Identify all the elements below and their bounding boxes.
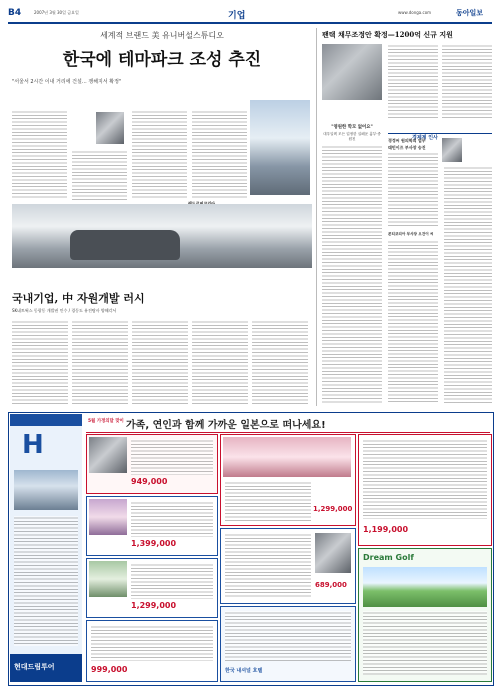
- people-head-2: 태민이즈 부사장 승진: [388, 145, 426, 150]
- people-section-2: 콘티코리아 부사장 오건이 씨: [388, 232, 434, 236]
- china-body-4: [192, 320, 248, 404]
- section-title: 기업: [228, 11, 246, 21]
- daewoo-article: [322, 124, 382, 142]
- people-head-1: 경정씨 원의학의 업무: [388, 138, 426, 143]
- ad-price-3: 1,299,000: [131, 601, 177, 610]
- ad-box-2-photo: [89, 499, 127, 535]
- pantech-body-2: [442, 44, 492, 118]
- people-body-1: [388, 152, 438, 228]
- golf-photo: [363, 567, 487, 607]
- ad-box-2[interactable]: [86, 496, 218, 556]
- main-subhead: "서울서 2시간 이내 거리에 건설… 쟁해지서 확정": [12, 79, 122, 85]
- header-rule: [8, 22, 492, 24]
- ad-box-5-text: [225, 481, 311, 521]
- china-sub: SK네트웍스 동광동 개발권 인수 / 경동도 유전탐사 양해각서: [12, 308, 117, 313]
- ad-price-6: 689,000: [315, 581, 347, 589]
- pantech-photo: [322, 44, 382, 100]
- main-kicker: 세계적 브랜드 美 유니버설스튜디오: [100, 31, 224, 40]
- ad-box-2-text: [131, 501, 213, 537]
- daewoo-body: [322, 145, 382, 403]
- main-body-col-1: [12, 110, 67, 200]
- portrait-photo: [96, 112, 124, 144]
- ad-left-topbar: [10, 414, 82, 426]
- daewoo-subhead: "영원한 학모 없어요": [331, 125, 373, 130]
- golf-brand: Dream Golf: [363, 553, 414, 562]
- page-header: [8, 8, 492, 22]
- people-list: [444, 166, 492, 403]
- date-line: 2007년 3월 30일 금요일: [34, 10, 79, 15]
- ad-box-3-text: [131, 563, 213, 599]
- ad-left-brand: 현대드림투어: [14, 663, 55, 671]
- ad-price-4: 999,000: [91, 665, 128, 674]
- column-divider: [316, 28, 317, 406]
- ad-hotel-name: 한국 내셔널 호텔: [225, 668, 263, 674]
- ad-box-3-photo: [89, 561, 127, 597]
- ad-box-4[interactable]: [86, 620, 218, 682]
- ad-box-6[interactable]: [220, 528, 356, 604]
- ad-left-hotel-photo: [14, 470, 78, 510]
- ad-box-1-text: [131, 439, 213, 475]
- china-body-1: [12, 320, 68, 404]
- ad-box-6-text: [225, 533, 311, 597]
- china-body-3: [132, 320, 188, 404]
- china-article: [12, 290, 312, 314]
- ad-box-5-photo: [223, 437, 351, 477]
- main-body-col-2: [72, 150, 127, 200]
- paper-logo: 동아일보: [456, 8, 484, 17]
- ad-price-1: 949,000: [131, 477, 168, 486]
- site-url[interactable]: www.donga.com: [398, 10, 432, 15]
- page-number: B4: [8, 8, 22, 18]
- main-headline: 한국에 테마파크 조성 추진: [62, 50, 262, 70]
- people-portrait: [442, 138, 462, 162]
- china-body-2: [72, 320, 128, 404]
- ad-grid: [86, 434, 490, 682]
- main-article: [12, 30, 312, 85]
- ad-box-3[interactable]: [86, 558, 218, 618]
- main-body-col-3: [132, 110, 187, 200]
- people-head: [388, 138, 438, 151]
- main-body-col-4: [192, 110, 247, 200]
- ad-box-1-photo: [89, 437, 127, 473]
- car-shape: [70, 230, 180, 260]
- ad-box-7-text: [225, 611, 351, 661]
- ad-price-7: 1,199,000: [363, 525, 409, 534]
- ad-left-letter: H: [22, 430, 44, 460]
- china-body-5: [252, 320, 308, 404]
- city-photo: [250, 100, 310, 195]
- ad-price-2: 1,399,000: [131, 539, 177, 548]
- ad-price-5: 1,299,000: [313, 505, 353, 513]
- ad-box-8-text: [363, 439, 487, 519]
- ad-box-5[interactable]: [220, 434, 356, 526]
- ad-box-9[interactable]: [358, 548, 492, 682]
- ad-box-1[interactable]: [86, 434, 218, 494]
- daewoo-sub2: 대우일렉 모든 업정한 실페운 흉부·중 원친: [323, 132, 381, 141]
- people-body-2: [388, 240, 438, 403]
- golf-text: [363, 611, 487, 675]
- ad-left-list: [14, 516, 78, 646]
- ad-box-6-photo: [315, 533, 351, 573]
- banner-main: 가족, 연인과 함께 가까운 일본으로 떠나세요!: [126, 420, 326, 431]
- pantech-body-1: [388, 44, 438, 118]
- people-title-text: 경제계 인사: [412, 135, 438, 141]
- pantech-headline: 팬택 채무조정안 확정—1200억 신규 지원: [322, 30, 453, 39]
- ad-box-4-text: [91, 625, 213, 661]
- ad-banner: [86, 414, 490, 433]
- ad-box-8[interactable]: [358, 434, 492, 546]
- ad-box-7[interactable]: [220, 606, 356, 682]
- banner-prefix: 5월 가정의달 맞이: [88, 419, 124, 424]
- china-headline: 국내기업, 中 자원개발 러시: [12, 292, 145, 305]
